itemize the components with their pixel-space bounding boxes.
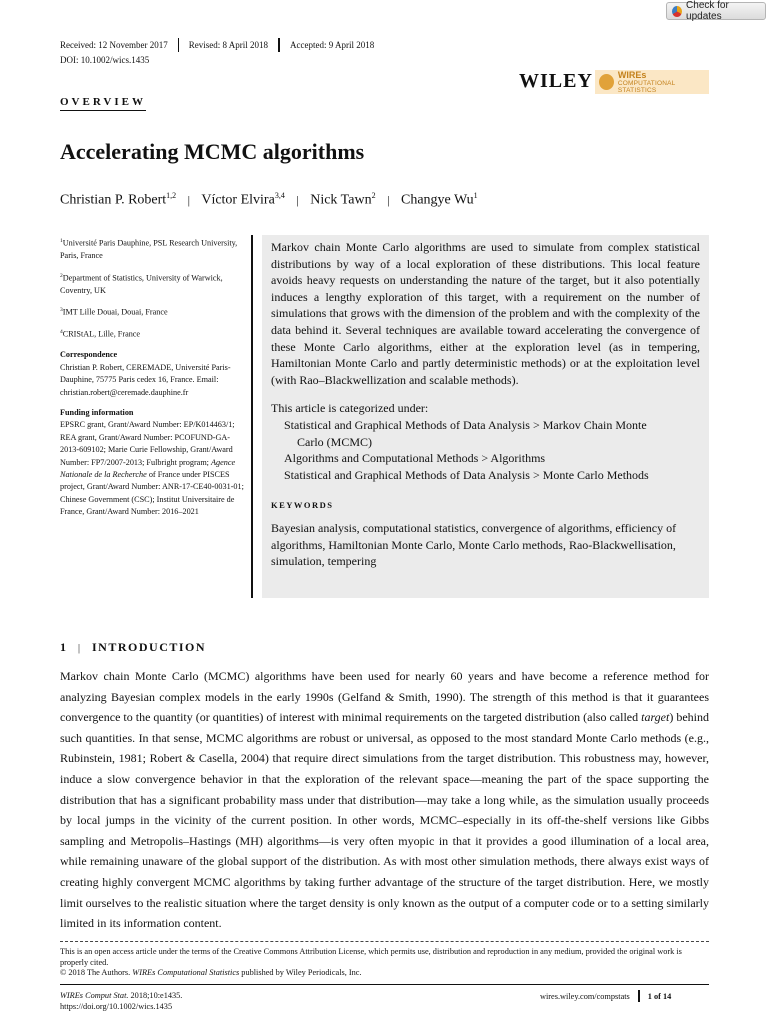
affiliation-number: 3 [60, 307, 63, 314]
affiliation [60, 326, 244, 341]
check-for-updates-button[interactable] [666, 2, 766, 20]
affiliation-text: IMT Lille Douai, Douai, France [62, 307, 168, 317]
keywords-text: Bayesian analysis, computational statistics, convergence of algorithms, efficiency of algorithms, Hamiltonian Monte Carlo, Monte Carlo methods, Rao-Blackwellisation, simulation, tempering [271, 520, 677, 569]
footnote-divider [60, 941, 709, 942]
copyright-text [60, 968, 709, 979]
author-separator: | [187, 192, 191, 207]
citation-line [60, 990, 182, 1001]
funding-text-part: of France under PISCES project, Grant/Award Number: ANR-17-CE40-0031-01; Chinese Government (CSC); Institut Universitaire de France, Grant/Award Number: 2016–2021 [60, 470, 244, 517]
author: Christian P. Robert [60, 192, 167, 208]
article-title: Accelerating MCMC algorithms [60, 139, 365, 164]
divider [638, 990, 640, 1002]
categories-heading: This article is categorized under: [271, 401, 429, 416]
check-for-updates-label: Check for updates [686, 0, 729, 22]
copyright-part: © 2018 The Authors. [60, 968, 133, 977]
author-affiliation-mark: 3,4 [274, 191, 285, 200]
funding-text [60, 419, 244, 518]
correspondence-text: Christian P. Robert, CEREMADE, Université Paris-Dauphine, 75775 Paris cedex 16, France. Email: christian.robert@ceremade.dauphine.fr [60, 362, 231, 397]
citation-journal: WIREs Comput Stat. [60, 991, 129, 1000]
affiliation [60, 270, 244, 298]
section-heading [60, 640, 206, 655]
author-separator: | [296, 192, 299, 207]
doi-link[interactable]: https://doi.org/10.1002/wics.1435 [60, 1002, 173, 1011]
affiliation-number: 4 [60, 329, 63, 336]
abstract-text: Markov chain Monte Carlo algorithms are used to simulate from complex statistical distributions by way of a local exploration of these distributions. This local feature avoids heavy requests on understanding the nature of the target, but it also potentially induces a lengthy exploration of this target, with a requirement on the number of simulations that grows with the dimension of the problem and with the complexity of the data behind it. Several techniques are available toward accelerating the convergence of these Monte Carlo algorithms, either at the exploration level (as in tempering, Hamiltonian Monte Carlo and partly deterministic methods) or at the exploitation level (with Rao–Blackwellization and scalable methods). [271, 240, 700, 387]
author: Changye Wu [400, 192, 474, 208]
affiliation [60, 304, 244, 319]
publication-dates [60, 38, 384, 52]
correspondence-heading: Correspondence [60, 350, 118, 360]
category-item: Algorithms and Computational Methods > Algorithms [284, 451, 546, 466]
paragraph-text: ) behind such quantities. In that sense, MCMC algorithms are robust or universal, as opposed to the most standard Monte Carlo methods (e.g., Rubinstein, 1981; Robert & Casella, 2004) that require direct simulations from the target distribution. This robustness may, however, induce a slow convergence behavior in that the exploration of the relevant space—meaning the part of the space supporting the distribution that has a significant probability mass under that distribution—may take a long while, as the simulation usually proceeds by local jumps in the vicinity of the current position. In other words, MCMC–especially in its off-the-shelf versions like Gibbs sampling and Metropolis–Hastings (MH) algorithms—is very often myopic in that it provides a good illumination of a local area, while remaining unaware of the global support of the distribution. As with most other simulation methods, there always exist ways of creating highly convergent MCMC algorithms by taking further advantage of the structure of the target distribution. Here, we mostly limit ourselves to the realistic situation where the target density is only known as the output of a computer code or to a setting similarly limited in its information content. [60, 710, 710, 931]
journal-site-link[interactable]: wires.wiley.com/compstats [540, 991, 630, 1001]
author-affiliation-mark: 2 [371, 191, 376, 200]
heading-separator: | [78, 643, 82, 654]
doi: DOI: 10.1002/wics.1435 [60, 55, 150, 65]
journal-badge [595, 70, 709, 94]
category-item: Carlo (MCMC) [297, 434, 372, 449]
accepted-date: Accepted: 9 April 2018 [289, 40, 375, 50]
footer-right [540, 990, 671, 1002]
category-item: Statistical and Graphical Methods of Data Analysis > Monte Carlo Methods [284, 467, 649, 482]
affiliation-text: Université Paris Dauphine, PSL Research University, Paris, France [60, 238, 238, 261]
author-list [60, 191, 478, 209]
affiliation-number: 1 [60, 238, 63, 244]
keywords-heading: KEYWORDS [271, 500, 334, 511]
author-separator: | [387, 192, 390, 207]
section-tag: OVERVIEW [60, 96, 146, 111]
copyright-journal: WIREs Computational Statistics [132, 968, 240, 977]
column-divider [251, 235, 253, 598]
received-date: Received: 12 November 2017 [60, 40, 168, 50]
license-text: This is an open access article under the terms of the Creative Commons Attribution License, which permits use, distribution and reproduction in any medium, provided the original work is properly cited. [60, 947, 682, 967]
section-number: 1 [60, 640, 68, 654]
introduction-paragraph [60, 666, 709, 934]
author: Víctor Elvira [201, 192, 275, 208]
citation [60, 990, 182, 1012]
affiliations-column [60, 235, 244, 526]
funding-text-part: EPSRC grant, Grant/Award Number: EP/K014463/1; REA grant, Grant/Award Number: PCOFUND-GA-2013-609102; Marie Curie Fellowship, Grant/Award Number: FP7/2007-2013; Fulbright program; [60, 420, 235, 467]
abstract-box [262, 235, 709, 598]
affiliation-number: 2 [60, 272, 63, 279]
publisher-logo: WILEY [519, 70, 593, 92]
journal-badge-line2: COMPUTATIONAL STATISTICS [617, 79, 676, 94]
funding-agency: Agence Nationale de la Recherche [60, 457, 236, 480]
section-title: INTRODUCTION [92, 640, 207, 654]
author-affiliation-mark: 1,2 [166, 191, 177, 200]
license-notice [60, 947, 709, 979]
crossmark-icon [672, 6, 682, 17]
footer-divider [60, 984, 709, 985]
affiliation [60, 235, 244, 263]
revised-date: Revised: 8 April 2018 [188, 40, 268, 50]
page-number: 1 of 14 [647, 991, 672, 1001]
author-affiliation-mark: 1 [473, 191, 478, 200]
author: Nick Tawn [310, 192, 372, 208]
journal-seal-icon [599, 74, 614, 90]
category-item: Statistical and Graphical Methods of Data Analysis > Markov Chain Monte [284, 417, 647, 432]
funding-heading: Funding information [60, 408, 134, 417]
emphasis-text: target [641, 710, 670, 725]
journal-badge-line1: WIREs [617, 69, 647, 80]
affiliation-text: CRIStAL, Lille, France [62, 329, 141, 339]
affiliation-text: Department of Statistics, University of Warwick, Coventry, UK [60, 273, 223, 295]
paragraph-text: Markov chain Monte Carlo (MCMC) algorithms have been used for nearly 60 years and have become a reference method for analyzing Bayesian complex models in the early 1990s (Gelfand & Smith, 1990). The strength of this method is that it guarantees convergence to the quantity (or quantities) of interest with minimal requirements on the targeted distribution (also called [60, 669, 709, 725]
copyright-part: published by Wiley Periodicals, Inc. [239, 968, 362, 977]
citation-volume: 2018;10:e1435. [128, 991, 183, 1000]
